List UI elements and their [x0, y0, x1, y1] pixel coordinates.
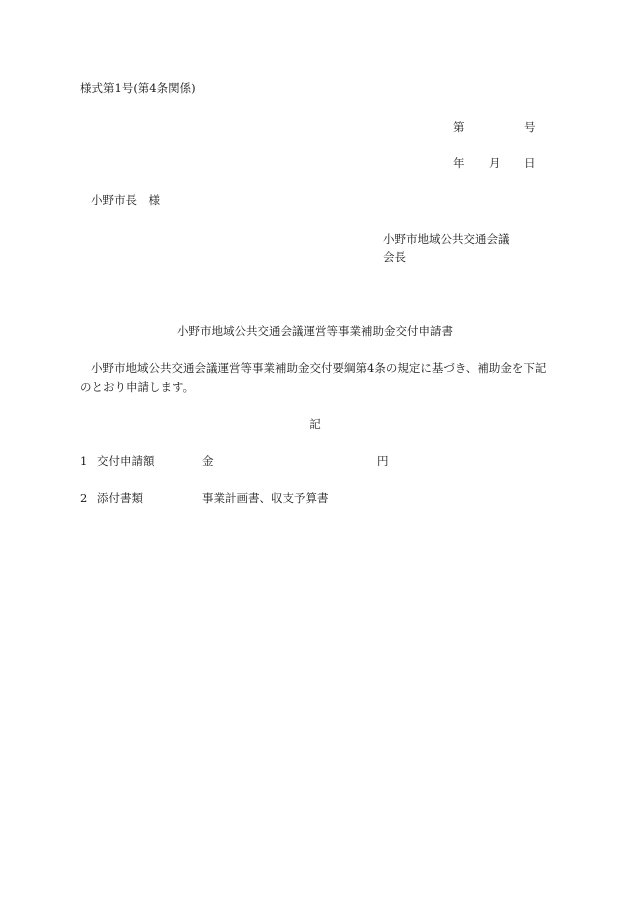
ki-heading: 記: [309, 417, 321, 431]
document-title: 小野市地域公共交通会議運営等事業補助金交付申請書: [177, 324, 453, 338]
addressee: 小野市長 様: [91, 193, 160, 207]
document-number-prefix: 第: [453, 120, 465, 134]
date-day: 日: [524, 156, 536, 170]
form-label: 様式第1号(第4条関係): [80, 81, 196, 95]
item-label: 交付申請額: [97, 454, 155, 468]
document-number-suffix: 号: [524, 120, 536, 134]
item-unit: 円: [377, 454, 389, 468]
body-paragraph: 小野市地域公共交通会議運営等事業補助金交付要綱第4条の規定に基づき、補助金を下記のとおり申請します。: [80, 361, 547, 394]
date-month: 月: [489, 156, 501, 170]
item-application-amount: [80, 453, 400, 469]
sender-title: 会長: [383, 250, 406, 264]
item-label: 添付書類: [97, 491, 143, 505]
item-number: 2: [80, 491, 88, 505]
date-year: 年: [453, 156, 465, 170]
item-number: 1: [80, 454, 88, 468]
sender-organization: 小野市地域公共交通会議: [383, 232, 510, 246]
item-value: 金: [202, 454, 214, 468]
item-attachments: [80, 490, 400, 506]
item-value: 事業計画書、収支予算書: [202, 491, 329, 505]
